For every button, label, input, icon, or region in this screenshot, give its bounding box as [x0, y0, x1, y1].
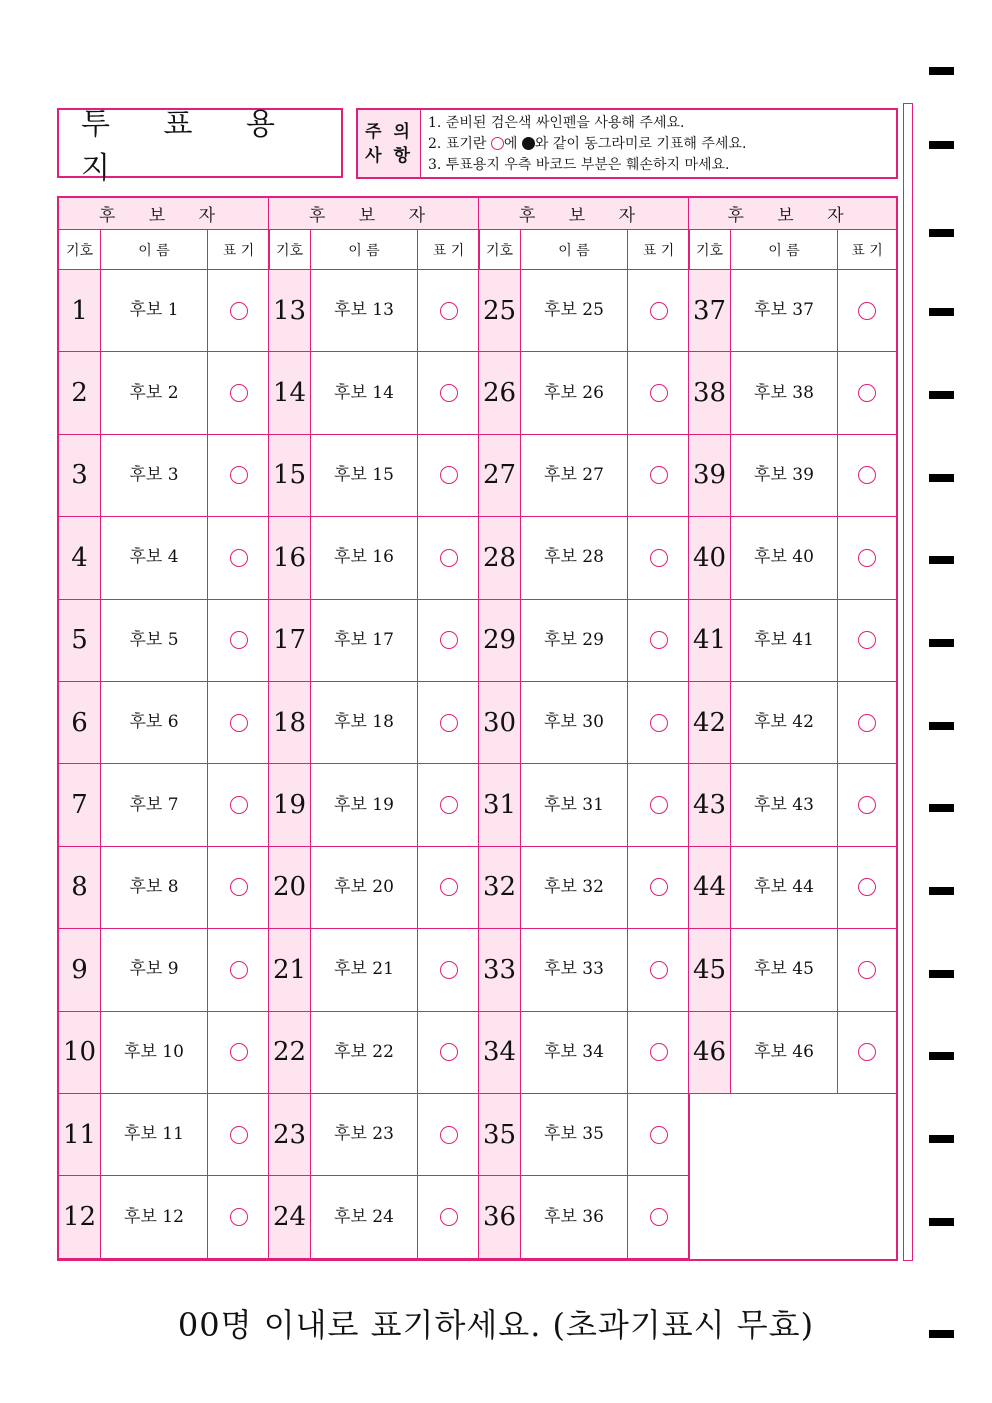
- candidate-row: [269, 682, 479, 764]
- candidate-row: [479, 1094, 689, 1176]
- candidate-name: 후보 12: [101, 1176, 208, 1257]
- ballot-title-text: 투 표 용 지: [81, 107, 298, 186]
- notice-label: [358, 110, 421, 177]
- mark-circle-icon[interactable]: [858, 878, 876, 896]
- mark-circle-icon[interactable]: [230, 1043, 248, 1061]
- timing-mark: [929, 970, 954, 978]
- candidate-number: 41: [689, 600, 731, 681]
- sub-header-name: 이 름: [731, 230, 838, 269]
- candidate-row: [479, 270, 689, 352]
- mark-circle-icon[interactable]: [650, 384, 668, 402]
- mark-cell[interactable]: [838, 435, 896, 516]
- timing-mark: [929, 1135, 954, 1143]
- candidate-number: 31: [479, 764, 521, 845]
- candidate-name: 후보 43: [731, 764, 838, 845]
- candidate-name: 후보 46: [731, 1012, 838, 1093]
- candidate-name: 후보 21: [311, 929, 418, 1010]
- candidate-name: 후보 37: [731, 270, 838, 351]
- notice-label-line1: 주 의: [365, 121, 413, 142]
- footer-instruction: 00명 이내로 표기하세요. (초과기표시 무효): [177, 1306, 815, 1344]
- timing-mark: [929, 722, 954, 730]
- candidate-row: [269, 847, 479, 929]
- notice-line-2-mid: 에: [503, 136, 522, 152]
- mark-circle-icon[interactable]: [230, 961, 248, 979]
- candidate-number: 14: [269, 352, 311, 433]
- candidate-name: 후보 1: [101, 270, 208, 351]
- candidate-row: [59, 517, 269, 599]
- candidate-number: 2: [59, 352, 101, 433]
- mark-cell[interactable]: [628, 682, 689, 763]
- mark-circle-icon[interactable]: [230, 1126, 248, 1144]
- mark-circle-icon[interactable]: [650, 466, 668, 484]
- candidate-row: [269, 435, 479, 517]
- timing-mark: [929, 887, 954, 895]
- candidate-name: 후보 25: [521, 270, 628, 351]
- candidate-number: 21: [269, 929, 311, 1010]
- candidate-number: 15: [269, 435, 311, 516]
- candidate-number: 23: [269, 1094, 311, 1175]
- mark-circle-icon[interactable]: [650, 878, 668, 896]
- sub-header-number: 기호: [479, 230, 521, 269]
- mark-cell[interactable]: [418, 1012, 479, 1093]
- mark-cell[interactable]: [628, 847, 689, 928]
- mark-cell[interactable]: [628, 517, 689, 598]
- candidate-number: 3: [59, 435, 101, 516]
- candidate-name: 후보 23: [311, 1094, 418, 1175]
- candidate-row: [59, 1176, 269, 1258]
- mark-circle-icon[interactable]: [650, 302, 668, 320]
- candidate-name: 후보 5: [101, 600, 208, 681]
- candidate-number: 16: [269, 517, 311, 598]
- sub-header-number: 기호: [269, 230, 311, 269]
- candidate-column-4: [689, 198, 896, 1259]
- mark-cell[interactable]: [208, 270, 269, 351]
- timing-mark: [929, 391, 954, 399]
- mark-cell[interactable]: [628, 600, 689, 681]
- mark-cell[interactable]: [208, 764, 269, 845]
- candidate-row: [689, 352, 896, 434]
- sub-header-mark: 표 기: [642, 242, 675, 259]
- candidate-name: 후보 42: [731, 682, 838, 763]
- candidate-number: 24: [269, 1176, 311, 1257]
- candidate-number: 32: [479, 847, 521, 928]
- filled-circle-icon: [522, 137, 535, 150]
- candidate-number: 8: [59, 847, 101, 928]
- mark-cell[interactable]: [418, 1176, 479, 1257]
- candidate-row: [269, 929, 479, 1011]
- candidate-name: 후보 44: [731, 847, 838, 928]
- candidate-number: 30: [479, 682, 521, 763]
- mark-circle-icon[interactable]: [440, 302, 458, 320]
- mark-cell[interactable]: [418, 929, 479, 1010]
- mark-circle-icon[interactable]: [650, 1126, 668, 1144]
- mark-circle-icon[interactable]: [650, 549, 668, 567]
- mark-circle-icon[interactable]: [440, 714, 458, 732]
- candidate-row: [689, 270, 896, 352]
- mark-cell[interactable]: [418, 270, 479, 351]
- mark-cell[interactable]: [628, 352, 689, 433]
- candidate-number: 13: [269, 270, 311, 351]
- candidate-row: [59, 682, 269, 764]
- candidate-name: 후보 3: [101, 435, 208, 516]
- candidate-row: [479, 352, 689, 434]
- notice-line-1: 1. 준비된 검은색 싸인펜을 사용해 주세요.: [428, 115, 685, 131]
- candidate-name: 후보 35: [521, 1094, 628, 1175]
- candidate-name: 후보 45: [731, 929, 838, 1010]
- mark-circle-icon[interactable]: [650, 796, 668, 814]
- mark-circle-icon[interactable]: [230, 878, 248, 896]
- mark-cell[interactable]: [628, 1176, 689, 1257]
- mark-cell[interactable]: [208, 517, 269, 598]
- candidate-name: 후보 4: [101, 517, 208, 598]
- mark-cell[interactable]: [838, 517, 896, 598]
- candidate-row: [689, 847, 896, 929]
- sub-header-row: [269, 230, 479, 270]
- candidate-name: 후보 24: [311, 1176, 418, 1257]
- candidate-row: [689, 682, 896, 764]
- candidate-name: 후보 19: [311, 764, 418, 845]
- mark-circle-icon[interactable]: [440, 631, 458, 649]
- notice-lines: [421, 110, 896, 177]
- mark-circle-icon[interactable]: [858, 631, 876, 649]
- candidate-row: [689, 600, 896, 682]
- mark-cell[interactable]: [838, 929, 896, 1010]
- mark-cell[interactable]: [838, 764, 896, 845]
- candidate-number: 29: [479, 600, 521, 681]
- mark-circle-icon[interactable]: [230, 384, 248, 402]
- candidate-row: [269, 352, 479, 434]
- candidate-name: 후보 39: [731, 435, 838, 516]
- candidate-row: [59, 847, 269, 929]
- candidate-row: [479, 517, 689, 599]
- column-header: 후 보 자: [269, 198, 479, 230]
- notice-line-2: [428, 134, 896, 155]
- candidate-number: 43: [689, 764, 731, 845]
- candidate-name: 후보 14: [311, 352, 418, 433]
- candidate-row: [479, 600, 689, 682]
- candidate-name: 후보 20: [311, 847, 418, 928]
- candidate-column-1: [59, 198, 269, 1259]
- mark-circle-icon[interactable]: [230, 466, 248, 484]
- candidate-name: 후보 11: [101, 1094, 208, 1175]
- sub-header-row: [689, 230, 896, 270]
- candidate-name: 후보 30: [521, 682, 628, 763]
- candidate-name: 후보 2: [101, 352, 208, 433]
- candidate-row: [479, 1012, 689, 1094]
- candidate-row: [689, 517, 896, 599]
- timing-mark: [929, 804, 954, 812]
- candidate-number: 18: [269, 682, 311, 763]
- candidate-number: 38: [689, 352, 731, 433]
- candidate-name: 후보 33: [521, 929, 628, 1010]
- candidate-number: 34: [479, 1012, 521, 1093]
- notice-label-line2: 사 항: [365, 145, 413, 166]
- candidate-name: 후보 26: [521, 352, 628, 433]
- mark-cell[interactable]: [208, 1012, 269, 1093]
- mark-cell[interactable]: [208, 600, 269, 681]
- notice-line-3: 3. 투표용지 우측 바코드 부분은 훼손하지 마세요.: [428, 157, 730, 173]
- timing-mark: [929, 556, 954, 564]
- candidate-row: [479, 682, 689, 764]
- candidate-number: 9: [59, 929, 101, 1010]
- mark-circle-icon[interactable]: [858, 549, 876, 567]
- mark-cell[interactable]: [418, 600, 479, 681]
- candidate-name: 후보 34: [521, 1012, 628, 1093]
- mark-circle-icon[interactable]: [858, 961, 876, 979]
- mark-cell[interactable]: [838, 847, 896, 928]
- timing-mark: [929, 67, 954, 75]
- candidate-number: 36: [479, 1176, 521, 1257]
- candidate-row: [59, 1094, 269, 1176]
- sub-header-number: 기호: [689, 230, 731, 269]
- candidate-name: 후보 15: [311, 435, 418, 516]
- candidate-number: 7: [59, 764, 101, 845]
- candidate-row: [479, 764, 689, 846]
- candidate-name: 후보 13: [311, 270, 418, 351]
- candidate-name: 후보 36: [521, 1176, 628, 1257]
- mark-circle-icon[interactable]: [440, 961, 458, 979]
- candidate-number: 35: [479, 1094, 521, 1175]
- candidate-number: 40: [689, 517, 731, 598]
- candidate-row: [59, 600, 269, 682]
- mark-circle-icon[interactable]: [650, 961, 668, 979]
- mark-cell[interactable]: [628, 270, 689, 351]
- candidate-column-2: [269, 198, 479, 1259]
- candidate-row: [269, 1094, 479, 1176]
- timing-mark: [929, 229, 954, 237]
- candidate-name: 후보 27: [521, 435, 628, 516]
- mark-cell[interactable]: [838, 1012, 896, 1093]
- mark-circle-icon[interactable]: [858, 302, 876, 320]
- candidate-row: [479, 929, 689, 1011]
- candidate-name: 후보 18: [311, 682, 418, 763]
- mark-cell[interactable]: [838, 270, 896, 351]
- column-header: 후 보 자: [689, 198, 896, 230]
- sub-header-mark: 표 기: [851, 242, 883, 259]
- mark-cell[interactable]: [208, 929, 269, 1010]
- candidate-row: [269, 1012, 479, 1094]
- mark-cell[interactable]: [628, 929, 689, 1010]
- candidate-number: 4: [59, 517, 101, 598]
- candidate-row: [59, 1012, 269, 1094]
- mark-cell[interactable]: [418, 847, 479, 928]
- timing-mark: [929, 474, 954, 482]
- candidate-number: 25: [479, 270, 521, 351]
- sub-header-row: [59, 230, 269, 270]
- barcode-rail: [903, 103, 913, 1261]
- mark-circle-icon[interactable]: [230, 796, 248, 814]
- timing-mark: [929, 141, 954, 149]
- mark-cell[interactable]: [628, 1012, 689, 1093]
- mark-cell[interactable]: [208, 847, 269, 928]
- mark-circle-icon[interactable]: [440, 1126, 458, 1144]
- sub-header-mark: 표 기: [432, 242, 465, 259]
- mark-circle-icon[interactable]: [650, 1208, 668, 1226]
- mark-circle-icon[interactable]: [858, 714, 876, 732]
- timing-mark: [929, 639, 954, 647]
- candidate-number: 42: [689, 682, 731, 763]
- mark-cell[interactable]: [418, 352, 479, 433]
- candidate-row: [689, 929, 896, 1011]
- candidate-row: [479, 1176, 689, 1258]
- candidate-name: 후보 22: [311, 1012, 418, 1093]
- mark-circle-icon[interactable]: [858, 796, 876, 814]
- mark-cell[interactable]: [418, 1094, 479, 1175]
- mark-cell[interactable]: [628, 1094, 689, 1175]
- timing-mark: [929, 308, 954, 316]
- candidate-number: 12: [59, 1176, 101, 1257]
- candidate-number: 20: [269, 847, 311, 928]
- sub-header-name: 이 름: [311, 230, 418, 269]
- candidate-row: [269, 270, 479, 352]
- candidate-number: 39: [689, 435, 731, 516]
- candidate-name: 후보 31: [521, 764, 628, 845]
- candidate-row: [59, 270, 269, 352]
- sub-header-row: [479, 230, 689, 270]
- mark-cell[interactable]: [208, 352, 269, 433]
- candidate-name: 후보 10: [101, 1012, 208, 1093]
- mark-circle-icon[interactable]: [858, 384, 876, 402]
- mark-circle-icon[interactable]: [230, 1208, 248, 1226]
- candidate-row: [479, 435, 689, 517]
- mark-cell[interactable]: [208, 435, 269, 516]
- timing-mark: [929, 1052, 954, 1060]
- mark-circle-icon[interactable]: [230, 549, 248, 567]
- candidate-row: [269, 1176, 479, 1258]
- candidate-row: [59, 435, 269, 517]
- candidate-column-3: [479, 198, 689, 1259]
- mark-cell[interactable]: [418, 764, 479, 845]
- candidate-number: 11: [59, 1094, 101, 1175]
- column-header: 후 보 자: [59, 198, 269, 230]
- candidate-number: 46: [689, 1012, 731, 1093]
- candidate-row: [479, 847, 689, 929]
- candidate-name: 후보 8: [101, 847, 208, 928]
- sub-header-name: 이 름: [521, 230, 628, 269]
- empty-circle-icon: [491, 137, 504, 150]
- mark-cell[interactable]: [628, 764, 689, 845]
- candidate-name: 후보 7: [101, 764, 208, 845]
- mark-cell[interactable]: [418, 682, 479, 763]
- mark-cell[interactable]: [838, 600, 896, 681]
- mark-cell[interactable]: [838, 682, 896, 763]
- candidate-number: 10: [59, 1012, 101, 1093]
- notice-line-2-prefix: 2. 표기란: [428, 136, 491, 152]
- candidate-number: 19: [269, 764, 311, 845]
- candidate-name: 후보 6: [101, 682, 208, 763]
- mark-cell[interactable]: [418, 517, 479, 598]
- candidate-row: [689, 764, 896, 846]
- mark-circle-icon[interactable]: [650, 631, 668, 649]
- candidate-row: [59, 764, 269, 846]
- candidate-name: 후보 17: [311, 600, 418, 681]
- candidate-number: 5: [59, 600, 101, 681]
- candidate-row: [689, 435, 896, 517]
- candidate-name: 후보 41: [731, 600, 838, 681]
- mark-cell[interactable]: [208, 1176, 269, 1257]
- mark-circle-icon[interactable]: [230, 631, 248, 649]
- candidate-row: [689, 1012, 896, 1094]
- mark-circle-icon[interactable]: [858, 466, 876, 484]
- candidate-number: 33: [479, 929, 521, 1010]
- mark-circle-icon[interactable]: [440, 466, 458, 484]
- candidate-number: 27: [479, 435, 521, 516]
- candidate-name: 후보 32: [521, 847, 628, 928]
- candidate-name: 후보 9: [101, 929, 208, 1010]
- candidate-number: 26: [479, 352, 521, 433]
- mark-circle-icon[interactable]: [650, 1043, 668, 1061]
- candidate-number: 28: [479, 517, 521, 598]
- mark-circle-icon[interactable]: [440, 1208, 458, 1226]
- mark-circle-icon[interactable]: [440, 549, 458, 567]
- mark-circle-icon[interactable]: [440, 384, 458, 402]
- candidate-row: [269, 600, 479, 682]
- candidate-number: 6: [59, 682, 101, 763]
- mark-cell[interactable]: [838, 352, 896, 433]
- mark-circle-icon[interactable]: [650, 714, 668, 732]
- mark-circle-icon[interactable]: [230, 714, 248, 732]
- sub-header-name: 이 름: [101, 230, 208, 269]
- column-header: 후 보 자: [479, 198, 689, 230]
- candidate-name: 후보 40: [731, 517, 838, 598]
- sub-header-number: 기호: [59, 230, 101, 269]
- mark-circle-icon[interactable]: [440, 796, 458, 814]
- candidate-number: 1: [59, 270, 101, 351]
- candidate-name: 후보 38: [731, 352, 838, 433]
- candidate-row: [59, 929, 269, 1011]
- mark-cell[interactable]: [208, 682, 269, 763]
- candidate-name: 후보 29: [521, 600, 628, 681]
- candidate-row: [59, 352, 269, 434]
- mark-cell[interactable]: [418, 435, 479, 516]
- candidate-number: 45: [689, 929, 731, 1010]
- candidate-row: [269, 517, 479, 599]
- mark-circle-icon[interactable]: [858, 1043, 876, 1061]
- candidate-number: 17: [269, 600, 311, 681]
- ballot-grid: [57, 196, 898, 1261]
- mark-circle-icon[interactable]: [440, 878, 458, 896]
- sub-header-mark: 표 기: [222, 242, 255, 259]
- candidate-name: 후보 16: [311, 517, 418, 598]
- candidate-number: 44: [689, 847, 731, 928]
- mark-circle-icon[interactable]: [230, 302, 248, 320]
- notice-line-2-suffix: 와 같이 동그라미로 기표해 주세요.: [534, 136, 747, 152]
- candidate-number: 22: [269, 1012, 311, 1093]
- mark-cell[interactable]: [628, 435, 689, 516]
- mark-cell[interactable]: [208, 1094, 269, 1175]
- candidate-number: 37: [689, 270, 731, 351]
- candidate-name: 후보 28: [521, 517, 628, 598]
- notice-box: [356, 108, 898, 179]
- timing-mark: [929, 1218, 954, 1226]
- ballot-title: [57, 107, 343, 186]
- mark-circle-icon[interactable]: [440, 1043, 458, 1061]
- candidate-row: [269, 764, 479, 846]
